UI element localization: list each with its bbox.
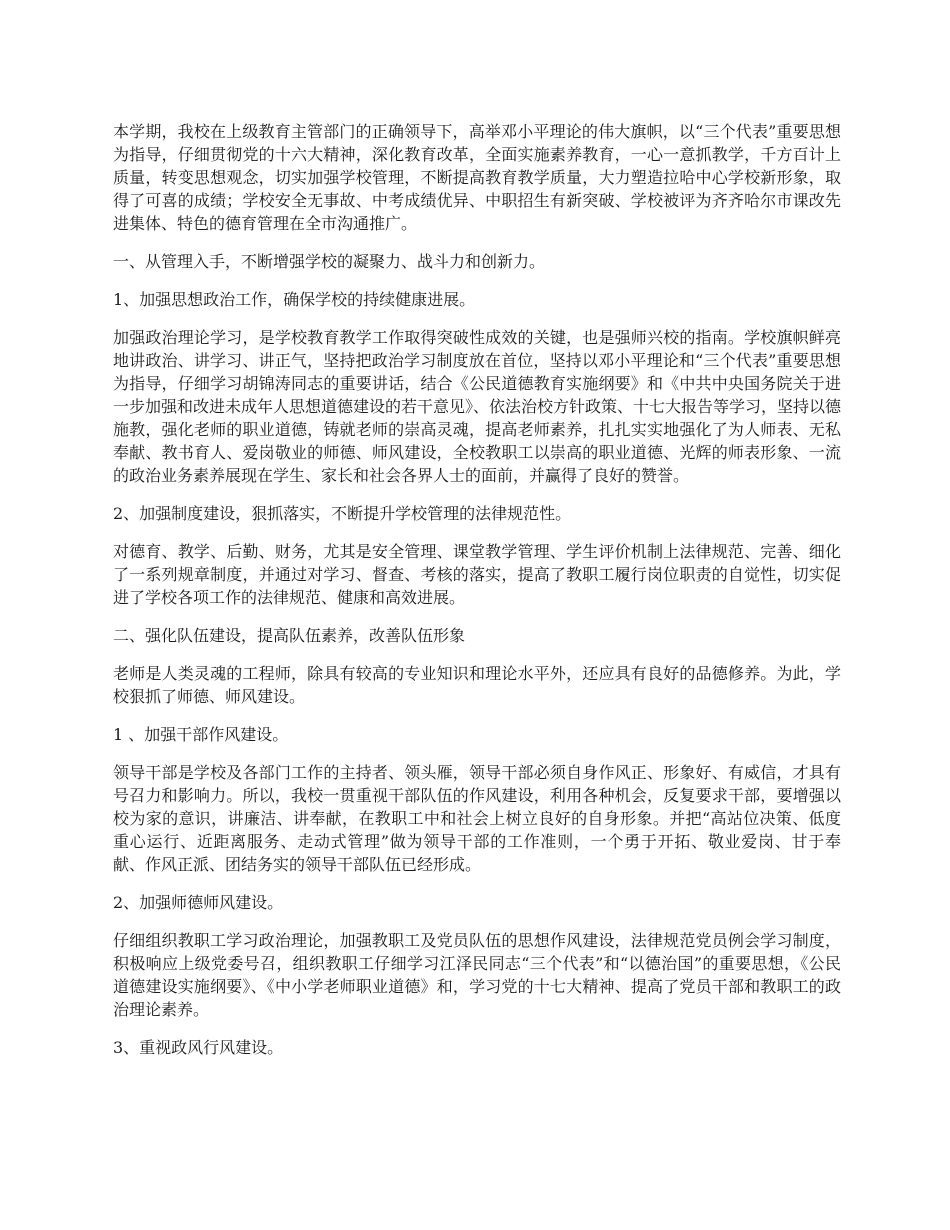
paragraph-cadres: 领导干部是学校及各部门工作的主持者、领头雁，领导干部必须自身作风正、形象好、有威信，才具有号召力和影响力。所以，我校一贯重视干部队伍的作风建设，利用各种机会，反复要求干部，要增强以校为家的意识，讲廉洁、讲奉献，在教职工中和社会上树立良好的自身形象。并把“高站位决策、低度重心运行、近距离服务、走动式管理”做为领导干部的工作准则，一个勇于开拓、敬业爱岗、甘于奉献、作风正派、团结务实的领导干部队伍已经形成。 bbox=[113, 763, 841, 874]
section-heading-2: 二、强化队伍建设，提高队伍素养，改善队伍形象 bbox=[113, 626, 466, 645]
section-heading-1: 一、从管理入手，不断增强学校的凝聚力、战斗力和创新力。 bbox=[113, 252, 546, 271]
subheading-2-2: 2、加强师德师风建设。 bbox=[113, 893, 284, 912]
subheading-1-2: 2、加强制度建设，狠抓落实，不断提升学校管理的法律规范性。 bbox=[113, 504, 572, 523]
subheading-2-3: 3、重视政风行风建设。 bbox=[113, 1038, 284, 1057]
document-page bbox=[113, 120, 841, 1074]
subheading-1-1: 1、加强思想政治工作，确保学校的持续健康进展。 bbox=[113, 290, 476, 309]
paragraph-intro: 本学期，我校在上级教育主管部门的正确领导下，高举邓小平理论的伟大旗帜，以“三个代表”重要思想为指导，仔细贯彻党的十六大精神，深化教育改革，全面实施素养教育，一心一意抓教学，千方百计上质量，转变思想观念，切实加强学校管理，不断提高教育教学质量，大力塑造拉哈中心学校新形象，取得了可喜的成绩；学校安全无事故、中考成绩优异、中职招生有新突破、学校被评为齐齐哈尔市课改先进集体、特色的德育管理在全市沟通推广。 bbox=[113, 122, 841, 233]
paragraph-teachers: 老师是人类灵魂的工程师，除具有较高的专业知识和理论水平外，还应具有良好的品德修养。为此，学校狠抓了师德、师风建设。 bbox=[113, 664, 841, 706]
subheading-2-1: 1 、加强干部作风建设。 bbox=[113, 725, 289, 744]
paragraph-ethics: 仔细组织教职工学习政治理论，加强教职工及党员队伍的思想作风建设，法律规范党员例会学习制度，积极响应上级党委号召，组织教职工仔细学习江泽民同志“三个代表”和“以德治国”的重要思想，《公民道德建设实施纲要》、《中小学老师职业道德》和，学习党的十七大精神、提高了党员干部和教职工的政治理论素养。 bbox=[113, 931, 841, 1019]
paragraph-political-study: 加强政治理论学习，是学校教育教学工作取得突破性成效的关键，也是强师兴校的指南。学校旗帜鲜亮地讲政治、讲学习、讲正气，坚持把政治学习制度放在首位，坚持以邓小平理论和“三个代表”重要思想为指导，仔细学习胡锦涛同志的重要讲话，结合《公民道德教育实施纲要》和《中共中央国务院关于进一步加强和改进未成年人思想道德建设的若干意见》、依法治校方针政策、十七大报告等学习，坚持以德施教，强化老师的职业道德，铸就老师的崇高灵魂，提高老师素养，扎扎实实地强化了为人师表、无私奉献、教书育人、爱岗敬业的师德、师风建设，全校教职工以崇高的职业道德、光辉的师表形象、一流的政治业务素养展现在学生、家长和社会各界人士的面前，并赢得了良好的赞誉。 bbox=[113, 328, 842, 485]
paragraph-regulations: 对德育、教学、后勤、财务，尤其是安全管理、课堂教学管理、学生评价机制上法律规范、完善、细化了一系列规章制度，并通过对学习、督查、考核的落实，提高了教职工履行岗位职责的自觉性，切实促进了学校各项工作的法律规范、健康和高效进展。 bbox=[113, 542, 841, 607]
